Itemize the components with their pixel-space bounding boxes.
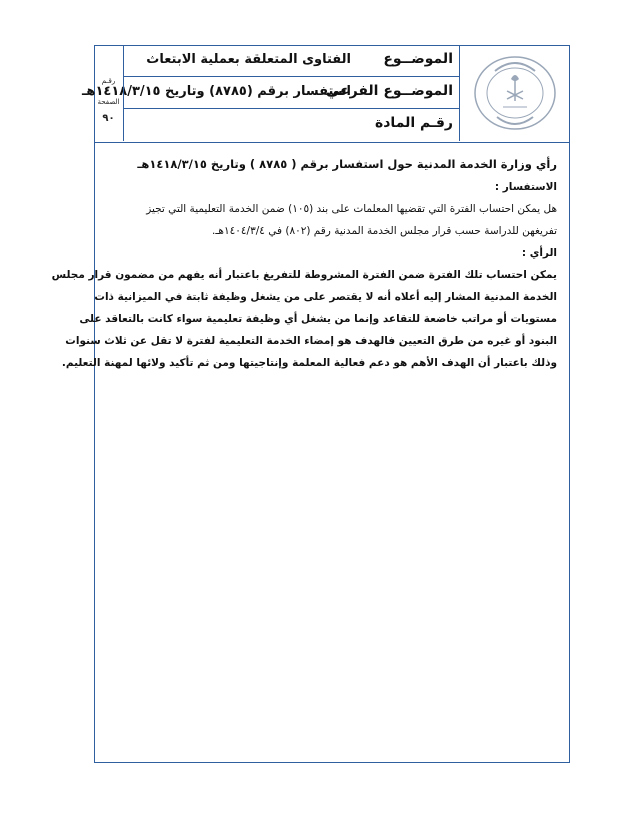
subject-label: الموضــوع	[383, 51, 453, 67]
question-heading: الاستفسار :	[494, 181, 557, 193]
question-line: هل يمكن احتساب الفترة التي تقضيها المعلمات على بند (١٠٥) ضمن الخدمة التعليمية التي تجيز	[146, 203, 557, 215]
opinion-line: وذلك باعتبار أن الهدف الأهم هو دعم فعالية المعلمة وإنتاجيتها ومن ثم تأكيد ولائها لمهنة التعليم.	[61, 357, 557, 369]
subject-value: الفتاوى المتعلقة بعملية الابتعاث	[146, 52, 351, 67]
subject-row	[124, 45, 459, 77]
number-cell	[94, 45, 124, 141]
article-label: رقـم المادة	[374, 115, 453, 131]
opinion-line: البنود أو غيره من طرق التعيين فالهدف هو إمضاء الخدمة التعليمية لفترة لا تقل عن ثلاث سنوات	[65, 335, 557, 347]
page-label: الصفحة	[97, 98, 120, 106]
opinion-line: مستويات أو مراتب خاضعة للتقاعد وإنما من يشغل أي وظيفة تعليمية سواء كانت بالتعاقد على	[79, 313, 557, 325]
document-header	[81, 45, 570, 143]
page-value: ٩٠	[102, 113, 115, 124]
opinion-line: يمكن احتساب تلك الفترة ضمن الفترة المشروطة للتفريغ باعتبار أنه يفهم من مضمون قرار مجلس	[51, 269, 557, 281]
question-line: تفريغهن للدراسة حسب قرار مجلس الخدمة المدنية رقم (٨٠٢) في ١٤٠٤/٣/٤هـ.	[212, 225, 557, 237]
number-label: رقـم	[101, 77, 116, 85]
subsubject-label: الموضــوع الفرعي	[325, 83, 453, 99]
article-row	[124, 109, 459, 141]
subsubject-value: استفسار برقم (٨٧٨٥) وتاريخ ١٤١٨/٣/١٥هـ	[81, 84, 351, 99]
opinion-heading: الرأي :	[521, 247, 557, 259]
body-title: رأي وزارة الخدمة المدنية حول استفسار برقم ( ٨٧٨٥ ) وتاريخ ١٤١٨/٣/١٥هـ	[137, 157, 557, 171]
document-body	[51, 152, 557, 374]
emblem-logo	[467, 51, 563, 135]
opinion-line: الخدمة المدنية المشار إليه أعلاه أنه لا يقتصر على من يشغل وظيفة ثابتة في الميزانية ذات	[94, 291, 557, 303]
logo-cell	[459, 45, 570, 141]
